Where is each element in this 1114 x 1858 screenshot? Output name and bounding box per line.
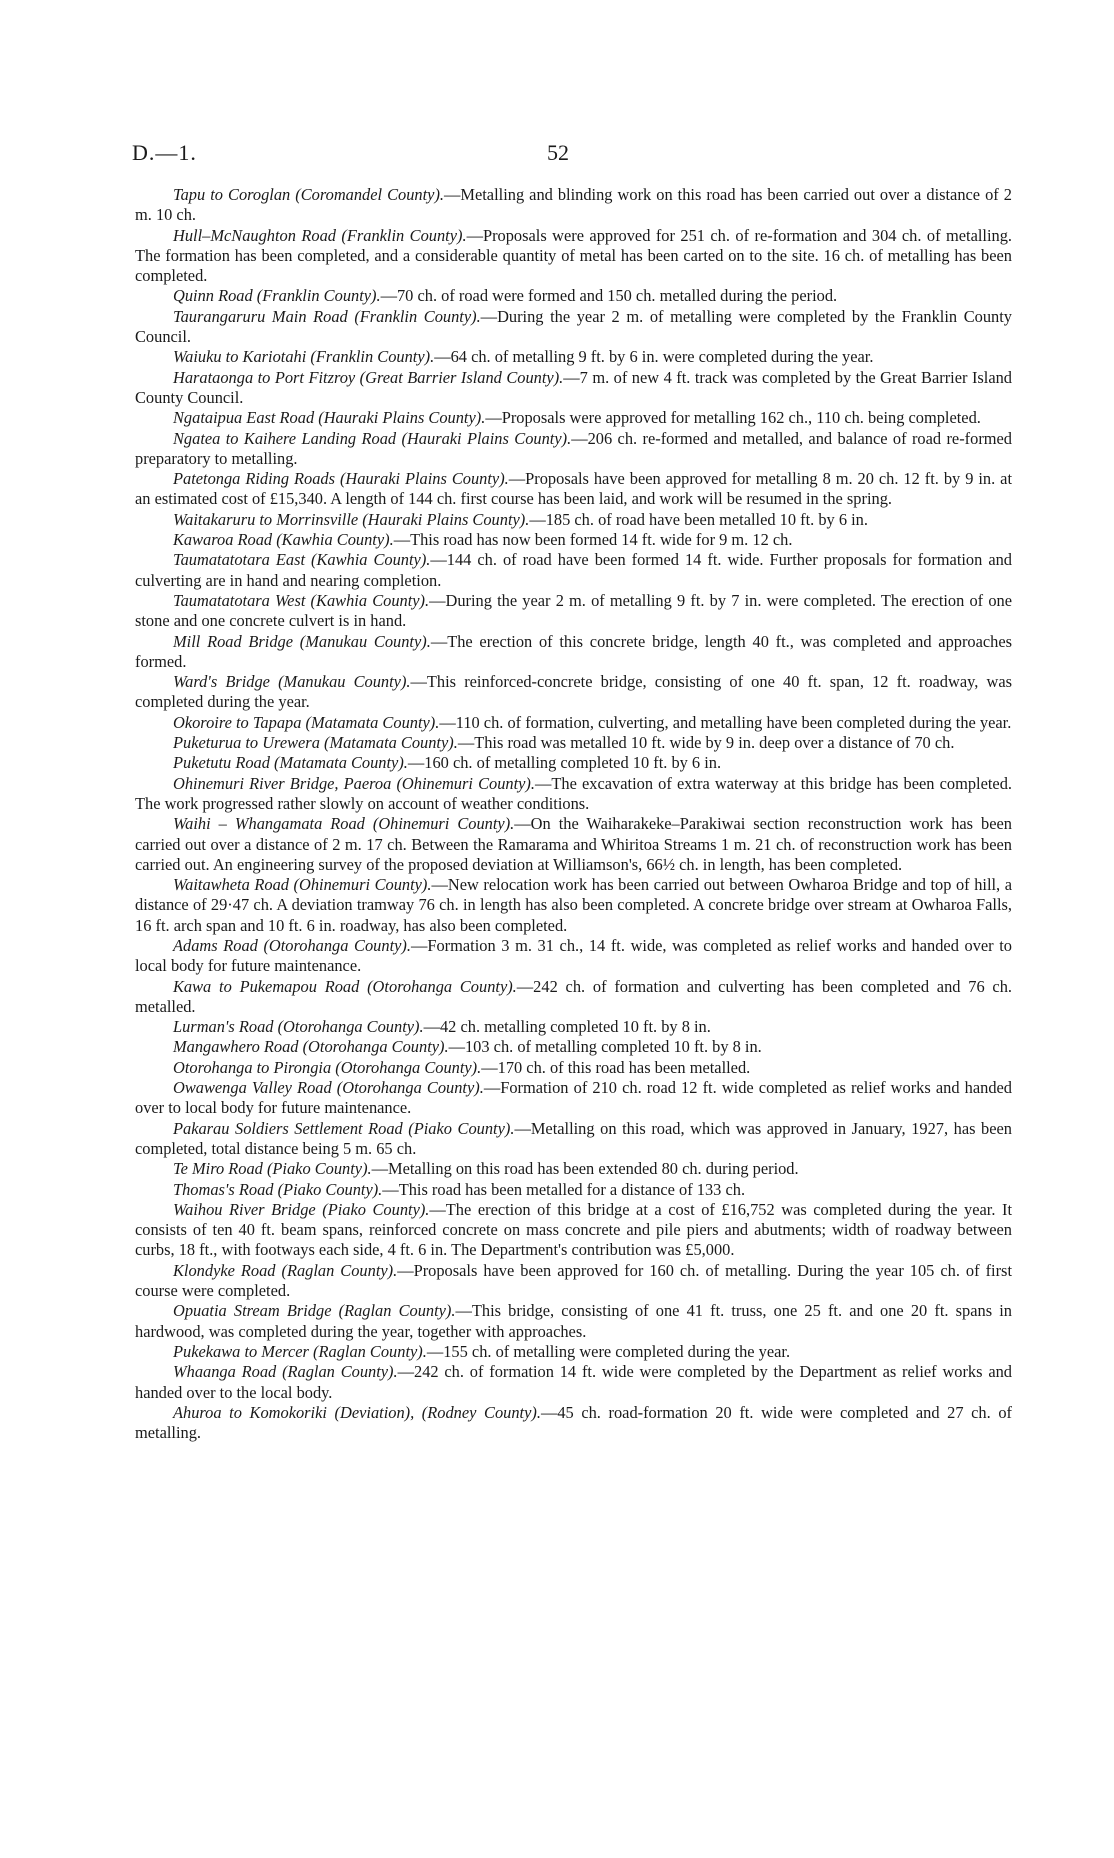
road-entry-title: Okoroire to Tapapa (Matamata County). (173, 712, 440, 732)
road-entry-text: —Proposals have been approved for 160 ch. of metalling. During the year 105 ch. of first course were completed. (135, 1260, 1012, 1301)
road-entry-text: —During the year 2 m. of metalling 9 ft. by 7 in. were completed. The erection of one stone and one concrete culvert is in hand. (135, 590, 1012, 631)
road-entry-title: Patetonga Riding Roads (Hauraki Plains County). (173, 469, 509, 489)
road-entry-title: Waitawheta Road (Ohinemuri County). (173, 875, 432, 895)
road-entry-text: —45 ch. road-formation 20 ft. wide were completed and 27 ch. of metalling. (135, 1402, 1012, 1443)
road-entry-text: —64 ch. of metalling 9 ft. by 6 in. were completed during the year. (434, 347, 874, 367)
page-number: 52 (547, 140, 569, 165)
road-entry (135, 347, 1012, 367)
road-entry-text: —Metalling on this road, which was approved in January, 1927, has been completed, total distance being 5 m. 65 ch. (135, 1118, 1012, 1158)
document-reference: D.—1. (132, 140, 197, 165)
road-entry-title: Ahuroa to Komokoriki (Deviation), (Rodney County). (173, 1402, 541, 1422)
road-entry-text: —42 ch. metalling completed 10 ft. by 8 in. (423, 1017, 711, 1037)
road-entry (135, 1037, 1012, 1057)
road-entry (135, 1362, 1012, 1403)
road-entry (135, 226, 1012, 287)
road-entry-text: —This bridge, consisting of one 41 ft. truss, one 25 ft. and one 20 ft. spans in hardwood, was completed during the year, together with approaches. (135, 1301, 1013, 1341)
road-entry-text: —The erection of this bridge at a cost of £16,752 was completed during the year. It consists of ten 40 ft. beam spans, reinforced concrete on mass concrete and pile piers and abutments; width of roadway between curbs, 18 ft., with footways each side, 4 ft. 6 in. The Department's contribution was £5,000. (135, 1199, 1012, 1260)
road-entry (135, 713, 1012, 733)
road-entry-text: —155 ch. of metalling were completed during the year. (426, 1341, 791, 1361)
road-entry (135, 733, 1012, 753)
road-entry-text: —242 ch. of formation and culverting has been completed and 76 ch. metalled. (135, 976, 1012, 1016)
road-entry (135, 591, 1012, 632)
road-entry-title: Taumatatotara East (Kawhia County). (173, 550, 431, 570)
road-entry (135, 1200, 1012, 1261)
road-entry-text: —Metalling and blinding work on this road has been carried out over a distance of 2 m. 10 ch. (135, 185, 1012, 225)
road-entry-title: Puketutu Road (Matamata County). (173, 753, 408, 773)
road-entry-title: Opuatia Stream Bridge (Raglan County). (173, 1301, 456, 1321)
report-body (135, 185, 1012, 1443)
road-entry-text: —This reinforced-concrete bridge, consisting of one 40 ft. span, 12 ft. roadway, was completed during the year. (135, 672, 1012, 712)
road-entry (135, 530, 1012, 550)
road-entry-title: Waiuku to Kariotahi (Franklin County). (173, 347, 435, 367)
road-entry-text: —Formation 3 m. 31 ch., 14 ft. wide, was completed as relief works and handed over to local body for future maintenance. (135, 935, 1012, 976)
road-entry-title: Taurangaruru Main Road (Franklin County). (173, 306, 481, 326)
road-entry-title: Owawenga Valley Road (Otorohanga County). (173, 1078, 484, 1098)
road-entry-title: Otorohanga to Pirongia (Otorohanga County). (173, 1057, 482, 1077)
road-entry (135, 814, 1012, 875)
road-entry-title: Waihou River Bridge (Piako County). (173, 1199, 430, 1219)
road-entry (135, 1301, 1012, 1342)
road-entry-title: Lurman's Road (Otorohanga County). (173, 1017, 424, 1037)
road-entry (135, 408, 1012, 428)
road-entry-text: —160 ch. of metalling completed 10 ft. by 6 in. (407, 753, 722, 773)
road-entry-text: —This road was metalled 10 ft. wide by 9 in. deep over a distance of 70 ch. (457, 733, 955, 753)
road-entry-title: Klondyke Road (Raglan County). (173, 1260, 398, 1280)
road-entry (135, 1119, 1012, 1160)
road-entry (135, 368, 1012, 409)
road-entry-text: —Formation of 210 ch. road 12 ft. wide completed as relief works and handed over to local body for future maintenance. (135, 1078, 1012, 1118)
road-entry-title: Ohinemuri River Bridge, Paeroa (Ohinemuri County). (173, 773, 535, 793)
road-entry (135, 672, 1012, 713)
road-entry-text: —The excavation of extra waterway at this bridge has been completed. The work progressed rather slowly on account of weather conditions. (135, 773, 1012, 813)
road-entry-text: —This road has now been formed 14 ft. wide for 9 m. 12 ch. (393, 530, 793, 550)
road-entry-title: Thomas's Road (Piako County). (173, 1179, 383, 1199)
road-entry-text: —During the year 2 m. of metalling were completed by the Franklin County Council. (135, 306, 1012, 347)
road-entry-title: Waitakaruru to Morrinsville (Hauraki Plains County). (173, 509, 530, 529)
road-entry-text: —103 ch. of metalling completed 10 ft. by 8 in. (448, 1037, 762, 1057)
road-entry-title: Pakarau Soldiers Settlement Road (Piako County). (173, 1118, 515, 1138)
road-entry-text: —144 ch. of road have been formed 14 ft. wide. Further proposals for formation and culverting are in hand and nearing completion. (135, 550, 1012, 590)
road-entry (135, 510, 1012, 530)
road-entry-text: —Proposals have been approved for metalling 8 m. 20 ch. 12 ft. by 9 in. at an estimated cost of £15,340. A length of 144 ch. first course has been laid, and work will be resumed in the spring. (135, 469, 1012, 509)
road-entry (135, 753, 1012, 773)
road-entry (135, 1017, 1012, 1037)
road-entry-title: Ward's Bridge (Manukau County). (173, 672, 411, 692)
road-entry-title: Waihi – Whangamata Road (Ohinemuri County). (173, 814, 515, 834)
road-entry (135, 1058, 1012, 1078)
road-entry-text: —110 ch. of formation, culverting, and metalling have been completed during the year. (439, 712, 1012, 732)
road-entry-title: Adams Road (Otorohanga County). (173, 935, 411, 955)
road-entry (135, 875, 1012, 936)
road-entry (135, 1180, 1012, 1200)
road-entry (135, 307, 1012, 348)
road-entry (135, 185, 1012, 226)
road-entry-title: Mangawhero Road (Otorohanga County). (173, 1037, 449, 1057)
road-entry-title: Quinn Road (Franklin County). (173, 286, 381, 306)
road-entry-text: —Proposals were approved for metalling 162 ch., 110 ch. being completed. (485, 408, 981, 428)
road-entry (135, 1078, 1012, 1119)
road-entry-title: Hull–McNaughton Road (Franklin County). (173, 225, 467, 245)
road-entry-text: —Proposals were approved for 251 ch. of re-formation and 304 ch. of metalling. The formation has been completed, and a considerable quantity of metal has been carted on to the site. 16 ch. of metalling has been completed. (135, 225, 1012, 286)
road-entry-text: —170 ch. of this road has been metalled. (481, 1057, 751, 1077)
road-entry (135, 774, 1012, 815)
road-entry-title: Tapu to Coroglan (Coromandel County). (173, 185, 445, 204)
road-entry (135, 1403, 1012, 1444)
road-entry-title: Pukekawa to Mercer (Raglan County). (173, 1341, 427, 1361)
road-entry (135, 977, 1012, 1018)
road-entry-text: —New relocation work has been carried out between Owharoa Bridge and top of hill, a distance of 29·47 ch. A deviation tramway 76 ch. in length has also been completed. A concrete bridge over stream at Owharoa Falls, 16 ft. arch span and 10 ft. 6 in. roadway, has also been completed. (135, 875, 1012, 935)
road-entry-title: Harataonga to Port Fitzroy (Great Barrier Island County). (173, 367, 564, 387)
road-entry-title: Ngataipua East Road (Hauraki Plains County). (173, 408, 486, 428)
road-entry-text: —On the Waiharakeke–Parakiwai section reconstruction work has been carried out over a distance of 2 m. 17 ch. Between the Ramarama and Whiritoa Streams 1 m. 21 ch. of reconstruction work has been carried out. An engineering survey of the proposed deviation at Williamson's, 66½ ch. in length, has been completed. (135, 814, 1012, 874)
road-entry-text: —7 m. of new 4 ft. track was completed by the Great Barrier Island County Council. (135, 367, 1012, 407)
road-entry-title: Taumatatotara West (Kawhia County). (173, 590, 430, 610)
road-entry-title: Kawaroa Road (Kawhia County). (173, 530, 394, 550)
road-entry-text: —206 ch. re-formed and metalled, and balance of road re-formed preparatory to metalling. (135, 428, 1013, 468)
road-entry-text: —242 ch. of formation 14 ft. wide were completed by the Department as relief works and handed over to the local body. (135, 1362, 1012, 1402)
road-entry-title: Te Miro Road (Piako County). (173, 1159, 372, 1179)
road-entry (135, 550, 1012, 591)
road-entry-title: Puketurua to Urewera (Matamata County). (173, 733, 458, 753)
road-entry-text: —70 ch. of road were formed and 150 ch. metalled during the period. (380, 286, 838, 306)
road-entry (135, 469, 1012, 510)
road-entry (135, 632, 1012, 673)
road-entry (135, 286, 1012, 306)
road-entry-title: Kawa to Pukemapou Road (Otorohanga County). (173, 976, 517, 996)
page-header (132, 140, 1012, 170)
road-entry (135, 429, 1012, 470)
road-entry (135, 936, 1012, 977)
road-entry (135, 1342, 1012, 1362)
road-entry (135, 1159, 1012, 1179)
road-entry-text: —The erection of this concrete bridge, length 40 ft., was completed and approaches formed. (135, 631, 1013, 671)
road-entry (135, 1261, 1012, 1302)
road-entry-title: Mill Road Bridge (Manukau County). (173, 631, 431, 651)
road-entry-text: —Metalling on this road has been extended 80 ch. during period. (371, 1159, 799, 1179)
road-entry-title: Whaanga Road (Raglan County). (173, 1362, 398, 1382)
road-entry-title: Ngatea to Kaihere Landing Road (Hauraki Plains County). (173, 428, 572, 448)
road-entry-text: —185 ch. of road have been metalled 10 ft. by 6 in. (529, 509, 868, 529)
road-entry-text: —This road has been metalled for a distance of 133 ch. (382, 1179, 746, 1199)
